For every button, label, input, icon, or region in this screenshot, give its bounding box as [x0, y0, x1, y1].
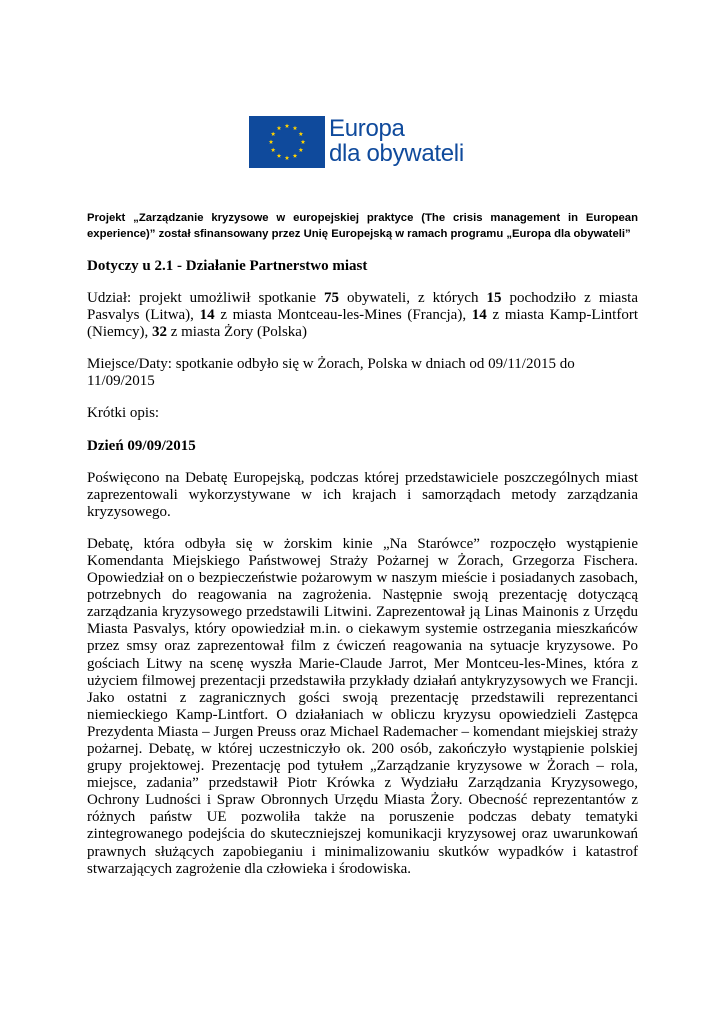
paragraph-debate-details: Debatę, która odbyła się w żorskim kinie „Na Starówce” rozpoczęło wystąpienie Komendanta Miejskiego Państwowej Straży Pożarnej w Żorach, Grzegorza Fischera. Opowiedział on o bezpieczeństwie pożarowym w naszym mieście i posiadanych zasobach, potrzebnych do reagowania na zagrożenia. Następnie swoją prezentację dotyczącą zarządzania kryzysowego przedstawili Litwini. Zaprezentował ją Linas Mainonis z Urzędu Miasta Pasvalys, który opowiedział m.in. o ciekawym systemie ostrzegania mieszkańców przez smsy oraz zaprezentował film z ćwiczeń reagowania na sytuacje kryzysowe. Po gościach Litwy na scenę wyszła Marie-Claude Jarrot, Mer Montceu-les-Mines, która z użyciem filmowej prezentacji przedstawiła przykłady działań antykryzysowych we Francji. Jako ostatni z zagranicznych gości swoją prezentację przedstawili reprezentanci niemieckiego Kamp-Lintfort. O działaniach w obliczu kryzysu opowiedzieli Zastępca Prezydenta Miasta – Jurgen Preuss oraz Michael Rademacher – komendant miejskiej straży pożarnej. Debatę, w której uczestniczyło ok. 200 osób, zakończyło wystąpienie polskiej grupy projektowej. Prezentację pod tytułem „Zarządzanie kryzysowe w Żorach – rola, miejsce, zadania” przedstawił Piotr Krówka z Wydziału Zarządzania Kryzysowego, Ochrony Ludności i Spraw Obronnych Urzędu Miasta Żory. Obecność reprezentantów z różnych państw UE pozwoliła także na poruszenie podczas debaty tematyki zintegrowanego podejścia do skuteczniejszej komunikacji kryzysowej oraz uwarunkowań prawnych służących zapobieganiu i minimalizowaniu skutków wypadków i katastrof stwarzających zagrożenie dla człowieka i środowiska. [87, 535, 638, 877]
place-dates: Miejsce/Daty: spotkanie odbyło się w Żorach, Polska w dniach od 09/11/2015 do 11/09/2015 [87, 356, 575, 390]
logo-wordmark [329, 116, 464, 166]
logo-line-dla-obywateli: dla obywateli [329, 140, 464, 167]
count-total: 75 [324, 290, 340, 306]
document-body [87, 210, 638, 878]
logo-line-europa: Europa [329, 115, 405, 142]
paragraph-debate-intro: Poświęcono na Debatę Europejską, podczas której przedstawiciele poszczególnych miast zaprezentowali wykorzystywane w ich krajach i samorządach metody zarządzania kryzysowego. [87, 469, 638, 520]
day-heading: Dzień 09/09/2015 [87, 437, 196, 454]
count-montceau: 14 [199, 307, 215, 324]
eu-flag-icon [249, 116, 325, 168]
count-kamp-lintfort: 14 [471, 307, 487, 324]
participation-paragraph: Udział: projekt umożliwił spotkanie 75 obywateli, z których 15 pochodziło z miasta Pasvalys (Litwa), 14 z miasta Montceau-les-Mines (Francja), 14 z miasta Kamp-Lintfort (Niemcy), 32 z miasta Żory (Polska) [87, 290, 638, 341]
section-heading: Dotyczy u 2.1 - Działanie Partnerstwo miast [87, 258, 368, 274]
short-description-label: Krótki opis: [87, 405, 160, 422]
count-zory: 32 [151, 324, 167, 341]
europa-dla-obywateli-logo [249, 116, 479, 170]
count-pasvalys: 15 [486, 290, 502, 306]
project-funding-statement: Projekt „Zarządzanie kryzysowe w europejskiej praktyce (The crisis management in European experience)” został sfinansowany przez Unię Europejską w ramach programu „Europa dla obywateli” [87, 212, 638, 240]
